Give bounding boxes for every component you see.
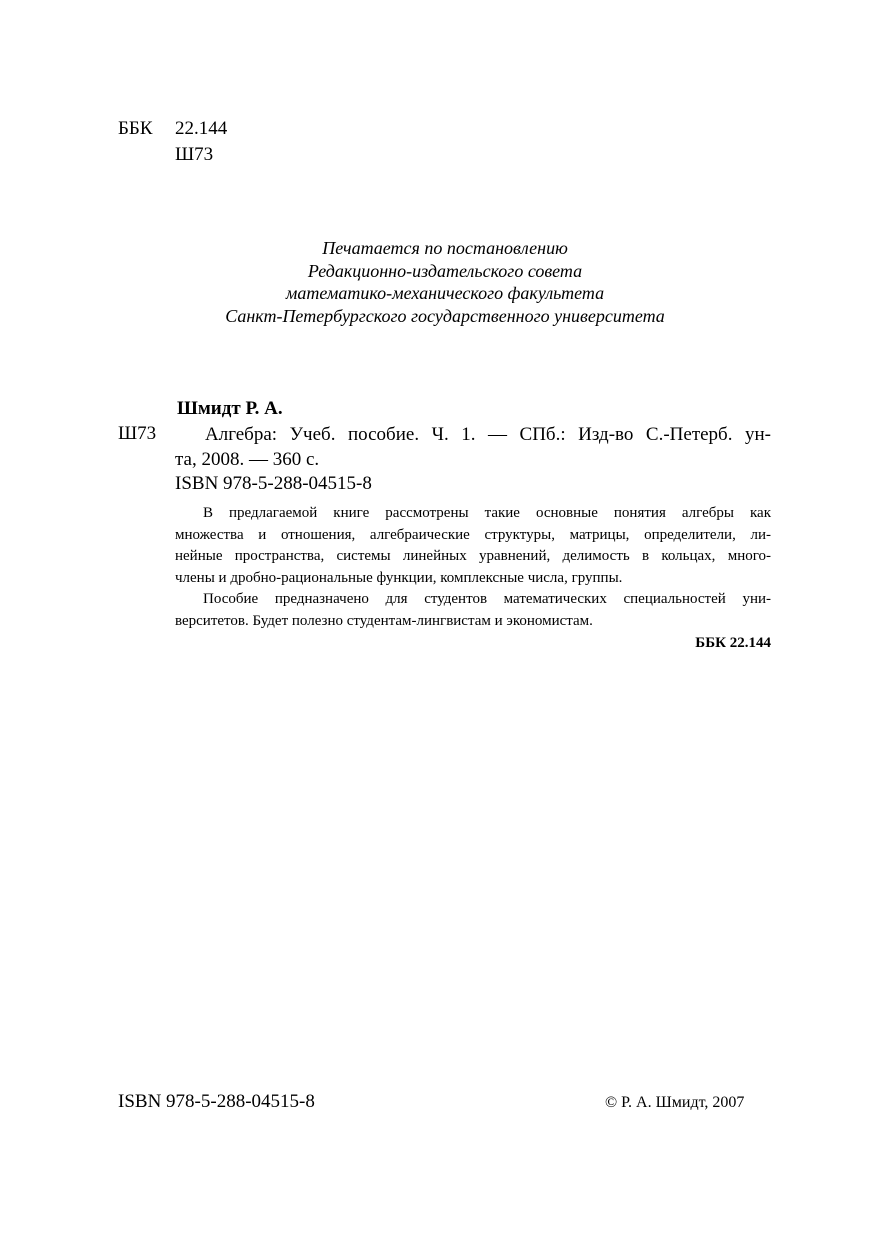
- annotation-line: нейные пространства, системы линейных уравнений, делимость в кольцах, много-: [175, 548, 771, 564]
- imprimatur-line: Редакционно-издательского совета: [307, 260, 583, 281]
- title-line: Алгебра: Учеб. пособие. Ч. 1. — СПб.: Изд-во С.-Петерб. ун-: [205, 424, 771, 445]
- annotation-line: множества и отношения, алгебраические структуры, матрицы, определители, ли-: [175, 526, 771, 543]
- bibliographic-description: [175, 423, 771, 497]
- annotation-line: члены и дробно-рациональные функции, комплексные числа, группы.: [175, 569, 623, 586]
- bbk-code: 22.144: [175, 118, 228, 139]
- imprimatur: [0, 237, 877, 327]
- annotation-line: Пособие предназначено для студентов математических специальностей уни-: [203, 591, 771, 607]
- footer-isbn: ISBN 978-5-288-04515-8: [118, 1091, 315, 1112]
- copyright: © Р. А. Шмидт, 2007: [605, 1094, 745, 1111]
- imprimatur-line: Печатается по постановлению: [322, 238, 568, 258]
- imprimatur-line: математико-механического факультета: [285, 283, 605, 303]
- bbk-label: ББК: [118, 118, 153, 139]
- isbn: ISBN 978-5-288-04515-8: [175, 473, 372, 494]
- annotation-bbk: ББК 22.144: [695, 635, 771, 651]
- annotation-line: В предлагаемой книге рассмотрены такие основные понятия алгебры как: [203, 505, 771, 521]
- imprimatur-line: Санкт-Петербургского государственного университета: [225, 305, 665, 326]
- author-sign: Ш73: [118, 423, 157, 444]
- title-line: та, 2008. — 360 с.: [175, 448, 320, 470]
- author-name: Шмидт Р. А.: [177, 398, 283, 419]
- annotation: [175, 503, 771, 655]
- author-sign-top: Ш73: [175, 144, 214, 165]
- annotation-line: верситетов. Будет полезно студентам-лингвистам и экономистам.: [175, 612, 593, 629]
